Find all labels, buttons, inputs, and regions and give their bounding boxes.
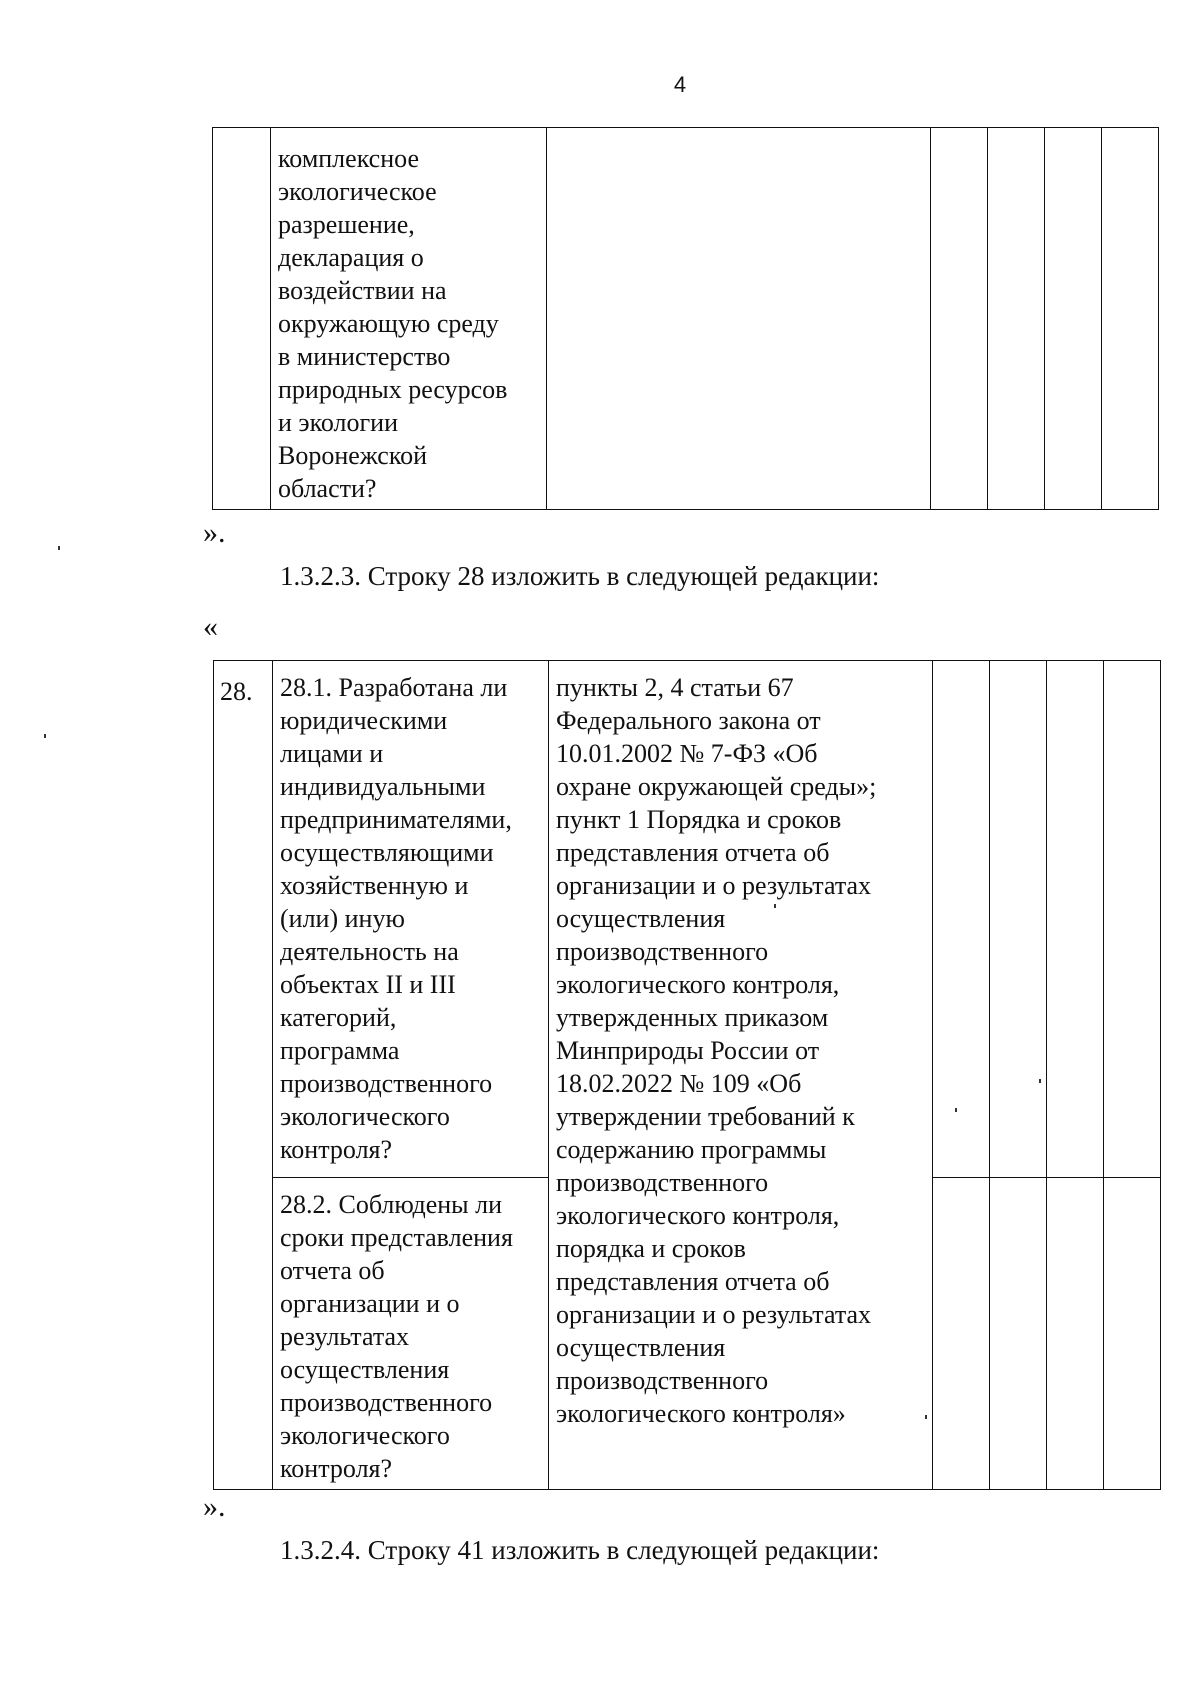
remarks-cell: [1104, 661, 1161, 1178]
closing-quote-mark: ».: [203, 1490, 226, 1523]
scan-speck: [925, 1415, 927, 1419]
amendment-paragraph: 1.3.2.4. Строку 41 изложить в следующей редакции:: [280, 1535, 880, 1565]
question-cell: [271, 128, 547, 510]
remarks-cell: [1104, 1178, 1161, 1490]
scan-speck: [955, 1108, 957, 1112]
answer-na-cell: [1045, 128, 1102, 510]
opening-quote-mark: «: [203, 610, 218, 643]
answer-no-cell: [988, 128, 1045, 510]
answer-na-cell: [1047, 661, 1104, 1178]
row-number-cell: [214, 661, 273, 1490]
question-text: комплексное экологическое разрешение, декларация о воздействии на окружающую среду в министерство природных ресурсов и экологии Воронежской области?: [278, 144, 508, 503]
answer-no-cell: [990, 661, 1047, 1178]
legal-basis-text: пункты 2, 4 статьи 67 Федерального закона от 10.01.2002 № 7-ФЗ «Об охране окружающей среды»; пункт 1 Порядка и сроков представления отчета об организации и о результатах осуществления производственного экологического контроля, утвержденных приказом Минприроды России от 18.02.2022 № 109 «Об утверждении требований к содержанию программы производственного экологического контроля, порядка и сроков представления отчета об организации и о результатах осуществления производственного экологического контроля»: [556, 673, 877, 1428]
legal-basis-cell: [547, 128, 931, 510]
row-number: 28.: [220, 677, 253, 706]
answer-yes-cell: [931, 128, 988, 510]
remarks-cell: [1102, 128, 1159, 510]
scan-speck: [58, 546, 60, 550]
legal-basis-cell: [549, 661, 933, 1490]
row-number-cell: [213, 128, 271, 510]
checklist-table-row-28: [213, 660, 1161, 1490]
answer-yes-cell: [933, 1178, 990, 1490]
page-number: 4: [673, 72, 687, 97]
answer-yes-cell: [933, 661, 990, 1178]
question-text: 28.2. Соблюдены ли сроки представления отчета об организации и о результатах осуществления производственного экологического контроля?: [280, 1190, 513, 1483]
amendment-paragraph: 1.3.2.3. Строку 28 изложить в следующей редакции:: [280, 561, 880, 591]
checklist-table-continuation: [212, 127, 1159, 510]
question-text: 28.1. Разработана ли юридическими лицами и индивидуальными предпринимателями, осуществляющими хозяйственную и (или) иную деятельность на объектах II и III категорий, программа производственного экологического контроля?: [280, 673, 512, 1164]
scan-speck: [1039, 1079, 1041, 1083]
question-cell: [273, 661, 549, 1178]
scan-speck: [44, 734, 46, 738]
scan-speck: [774, 904, 776, 908]
closing-quote-mark: ».: [203, 516, 226, 549]
answer-na-cell: [1047, 1178, 1104, 1490]
answer-no-cell: [990, 1178, 1047, 1490]
question-cell: [273, 1178, 549, 1490]
